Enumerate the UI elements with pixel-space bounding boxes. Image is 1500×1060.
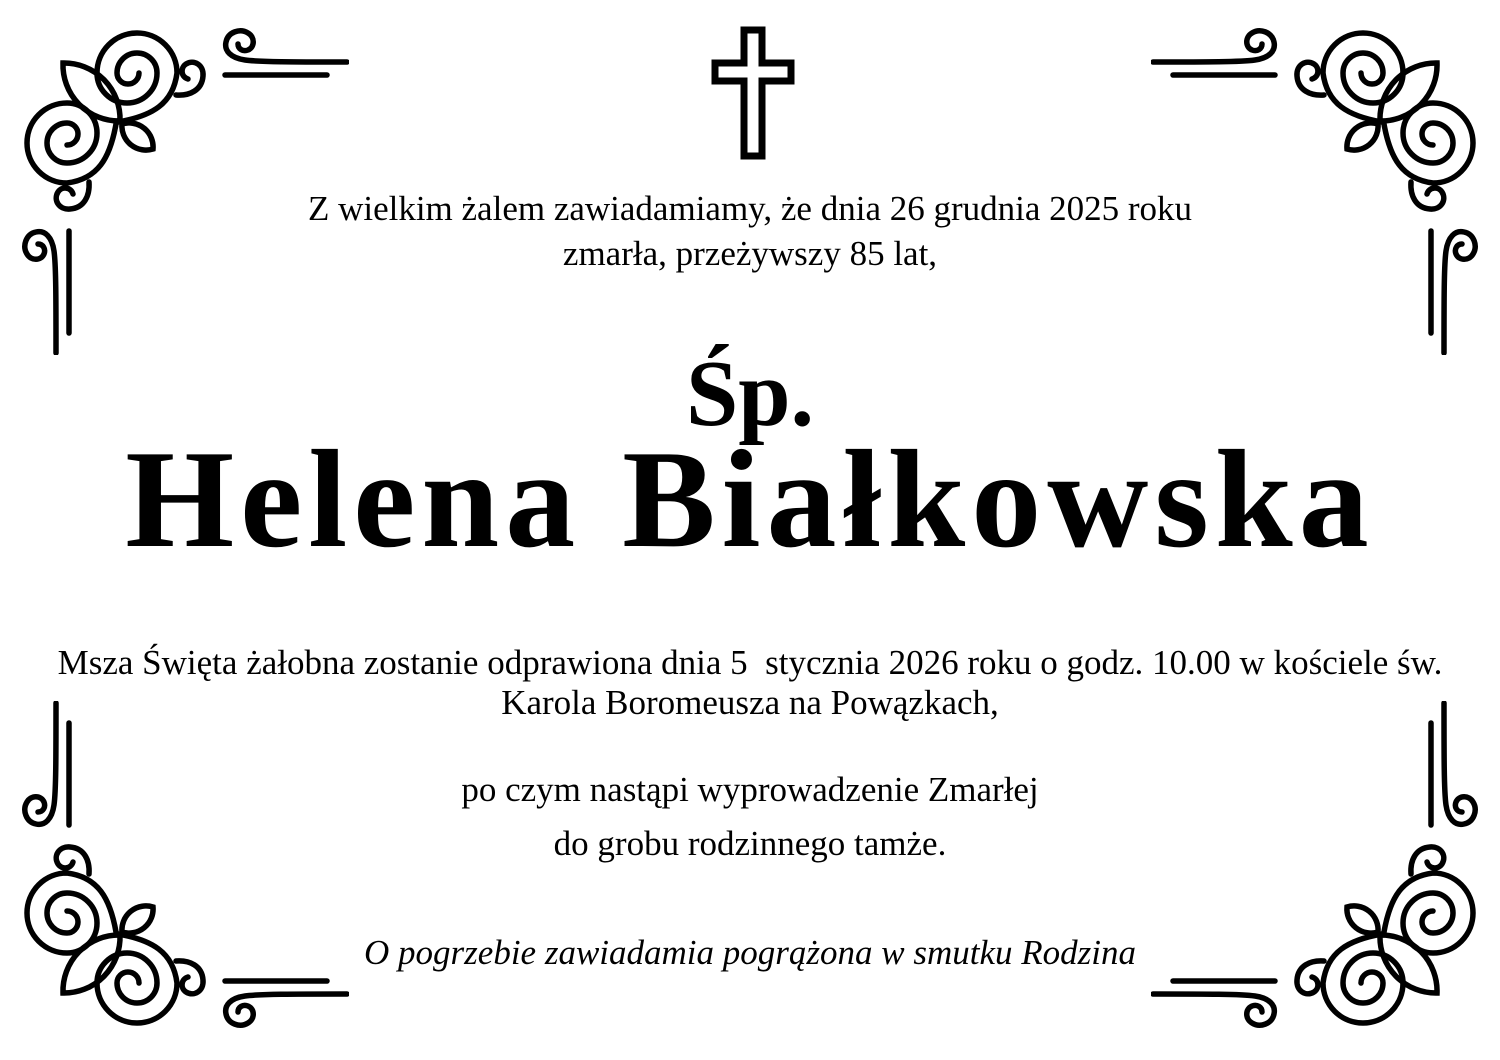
mass-line-1: Msza Święta żałobna zostanie odprawiona dnia 5 stycznia 2026 roku o godz. 10.00 w kościele św.	[57, 643, 1443, 682]
intro-line-2: zmarła, przeżywszy 85 lat,	[562, 234, 938, 273]
procession-line: po czym nastąpi wyprowadzenie Zmarłej	[461, 770, 1039, 809]
intro-text	[0, 186, 1500, 276]
burial-line: do grobu rodzinnego tamże.	[553, 824, 947, 863]
intro-line-1: Z wielkim żalem zawiadamiamy, że dnia 26 grudnia 2025 roku	[307, 189, 1193, 228]
deceased-name: Helena Białkowska	[125, 422, 1375, 577]
mass-line-2: Karola Boromeusza na Powązkach,	[501, 683, 999, 722]
corner-flourish-bottom-right-icon	[1151, 701, 1486, 1036]
honorific: Śp.	[685, 342, 815, 446]
corner-flourish-bottom-left-icon	[14, 701, 349, 1036]
latin-cross-icon	[711, 26, 795, 160]
mass-details	[0, 643, 1500, 723]
closing-line: O pogrzebie zawiadamia pogrążona w smutku Rodzina	[364, 933, 1136, 972]
